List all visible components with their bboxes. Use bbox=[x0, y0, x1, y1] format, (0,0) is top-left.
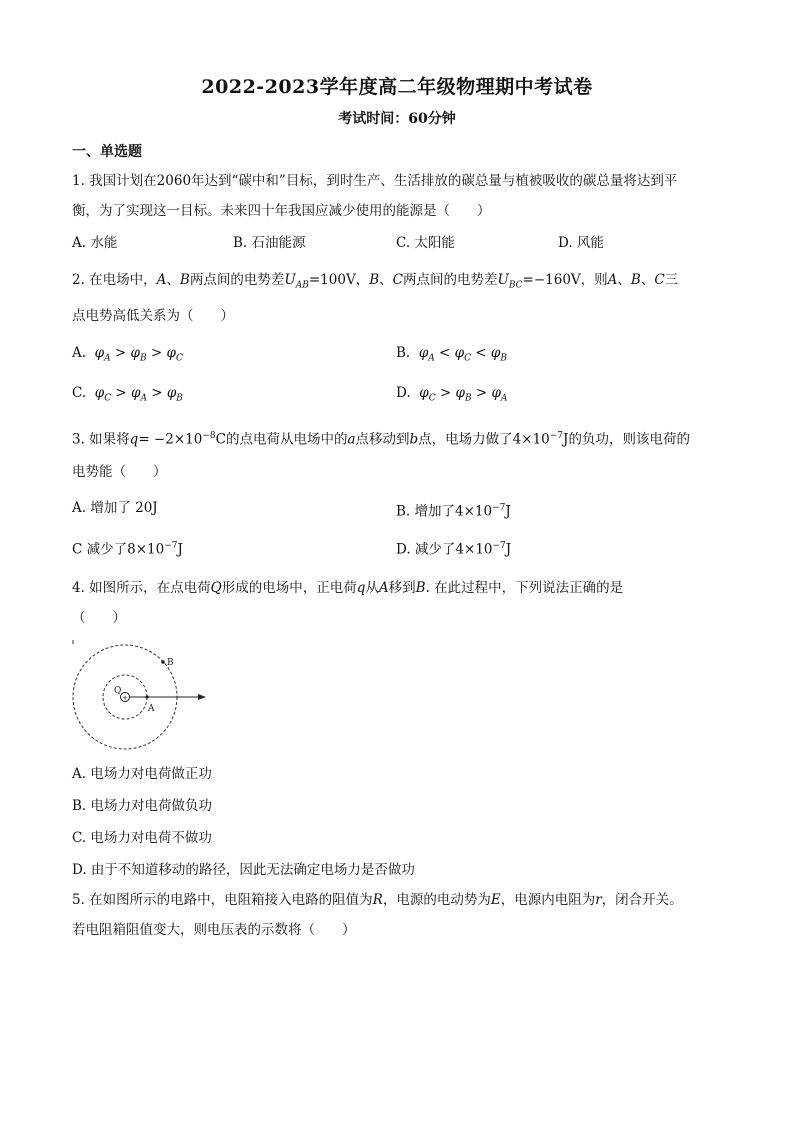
q1-option-d: D. 风能 bbox=[558, 235, 604, 251]
q2-option-d: D. $\varphi_C > \varphi_B > \varphi_A$ bbox=[396, 385, 508, 404]
q2-option-c: C. $\varphi_C > \varphi_A > \varphi_B$ bbox=[72, 385, 183, 404]
point-a bbox=[145, 695, 148, 698]
q3-line2: 电势能（ ） bbox=[72, 464, 167, 480]
q1-option-a: A. 水能 bbox=[72, 235, 118, 251]
label-q: Q bbox=[114, 686, 122, 696]
section-heading: 一、单选题 bbox=[72, 144, 142, 160]
q4-option-d: D. 由于不知道移动的路径，因此无法确定电场力是否做功 bbox=[72, 862, 415, 878]
q3-line1: 3. 如果将$q= -2\times 10^{-8}C$的点电荷从电场中的a点移动到b点，电场力做了$4\times 10^{-7}J$的负功，则该电荷的 bbox=[72, 431, 690, 448]
q1-option-c: C. 太阳能 bbox=[396, 235, 455, 251]
page-title: 2022-2023学年度高二年级物理期中考试卷 bbox=[201, 76, 593, 98]
q4-option-c: C. 电场力对电荷不做功 bbox=[72, 830, 212, 846]
q4-line1: 4. 如图所示，在点电荷Q形成的电场中，正电荷q从A移到B. 在此过程中，下列说法正确的是 bbox=[72, 580, 624, 596]
q1-line1: 1. 我国计划在2060年达到“碳中和”目标，到时生产、生活排放的碳总量与植被吸收的碳总量将达到平 bbox=[72, 173, 678, 189]
label-b: B bbox=[167, 658, 174, 668]
exam-duration: 考试时间：60分钟 bbox=[338, 111, 456, 127]
q5-line2: 若电阻箱阻值变大，则电压表的示数将（ ） bbox=[72, 922, 356, 938]
label-a: A bbox=[148, 704, 155, 714]
q3-option-c: C 减少了$8\times 10^{-7}J$ bbox=[72, 541, 183, 558]
arrowhead-icon bbox=[198, 694, 206, 700]
q3-option-d: D. 减少了$4\times 10^{-7}J$ bbox=[396, 541, 512, 558]
q4-line2: （ ） bbox=[72, 610, 126, 626]
q1-option-b: B. 石油能源 bbox=[233, 235, 306, 251]
q2-line2: 点电势高低关系为（ ） bbox=[72, 308, 234, 324]
q5-line1: 5. 在如图所示的电路中，电阻箱接入电路的阻值为R，电源的电动势为E，电源内电阻为r，闭合开关。 bbox=[72, 892, 683, 908]
point-b bbox=[161, 660, 165, 664]
q4-option-a: A. 电场力对电荷做正功 bbox=[72, 766, 212, 782]
q2-option-b: B. $\varphi_A < \varphi_C < \varphi_B$ bbox=[396, 345, 507, 364]
q2-line1: 2. 在电场中，A、B两点间的电势差$U_{AB}=100V$，B、C两点间的电势差$U_{BC}=-160V$，则A、B、C三 bbox=[72, 272, 679, 291]
q4-option-b: B. 电场力对电荷做负功 bbox=[72, 798, 213, 814]
svg-text:+: + bbox=[122, 694, 128, 702]
q1-line2: 衡，为了实现这一目标。未来四十年我国应减少使用的能源是（ ） bbox=[72, 203, 491, 219]
q3-option-b: B. 增加了$4\times 10^{-7}J$ bbox=[396, 503, 511, 520]
q2-option-a: A. $\varphi_A > \varphi_B > \varphi_C$ bbox=[72, 345, 183, 364]
point-charge-field-figure bbox=[66, 640, 216, 760]
q3-option-a: A. 增加了 20J bbox=[72, 500, 158, 516]
